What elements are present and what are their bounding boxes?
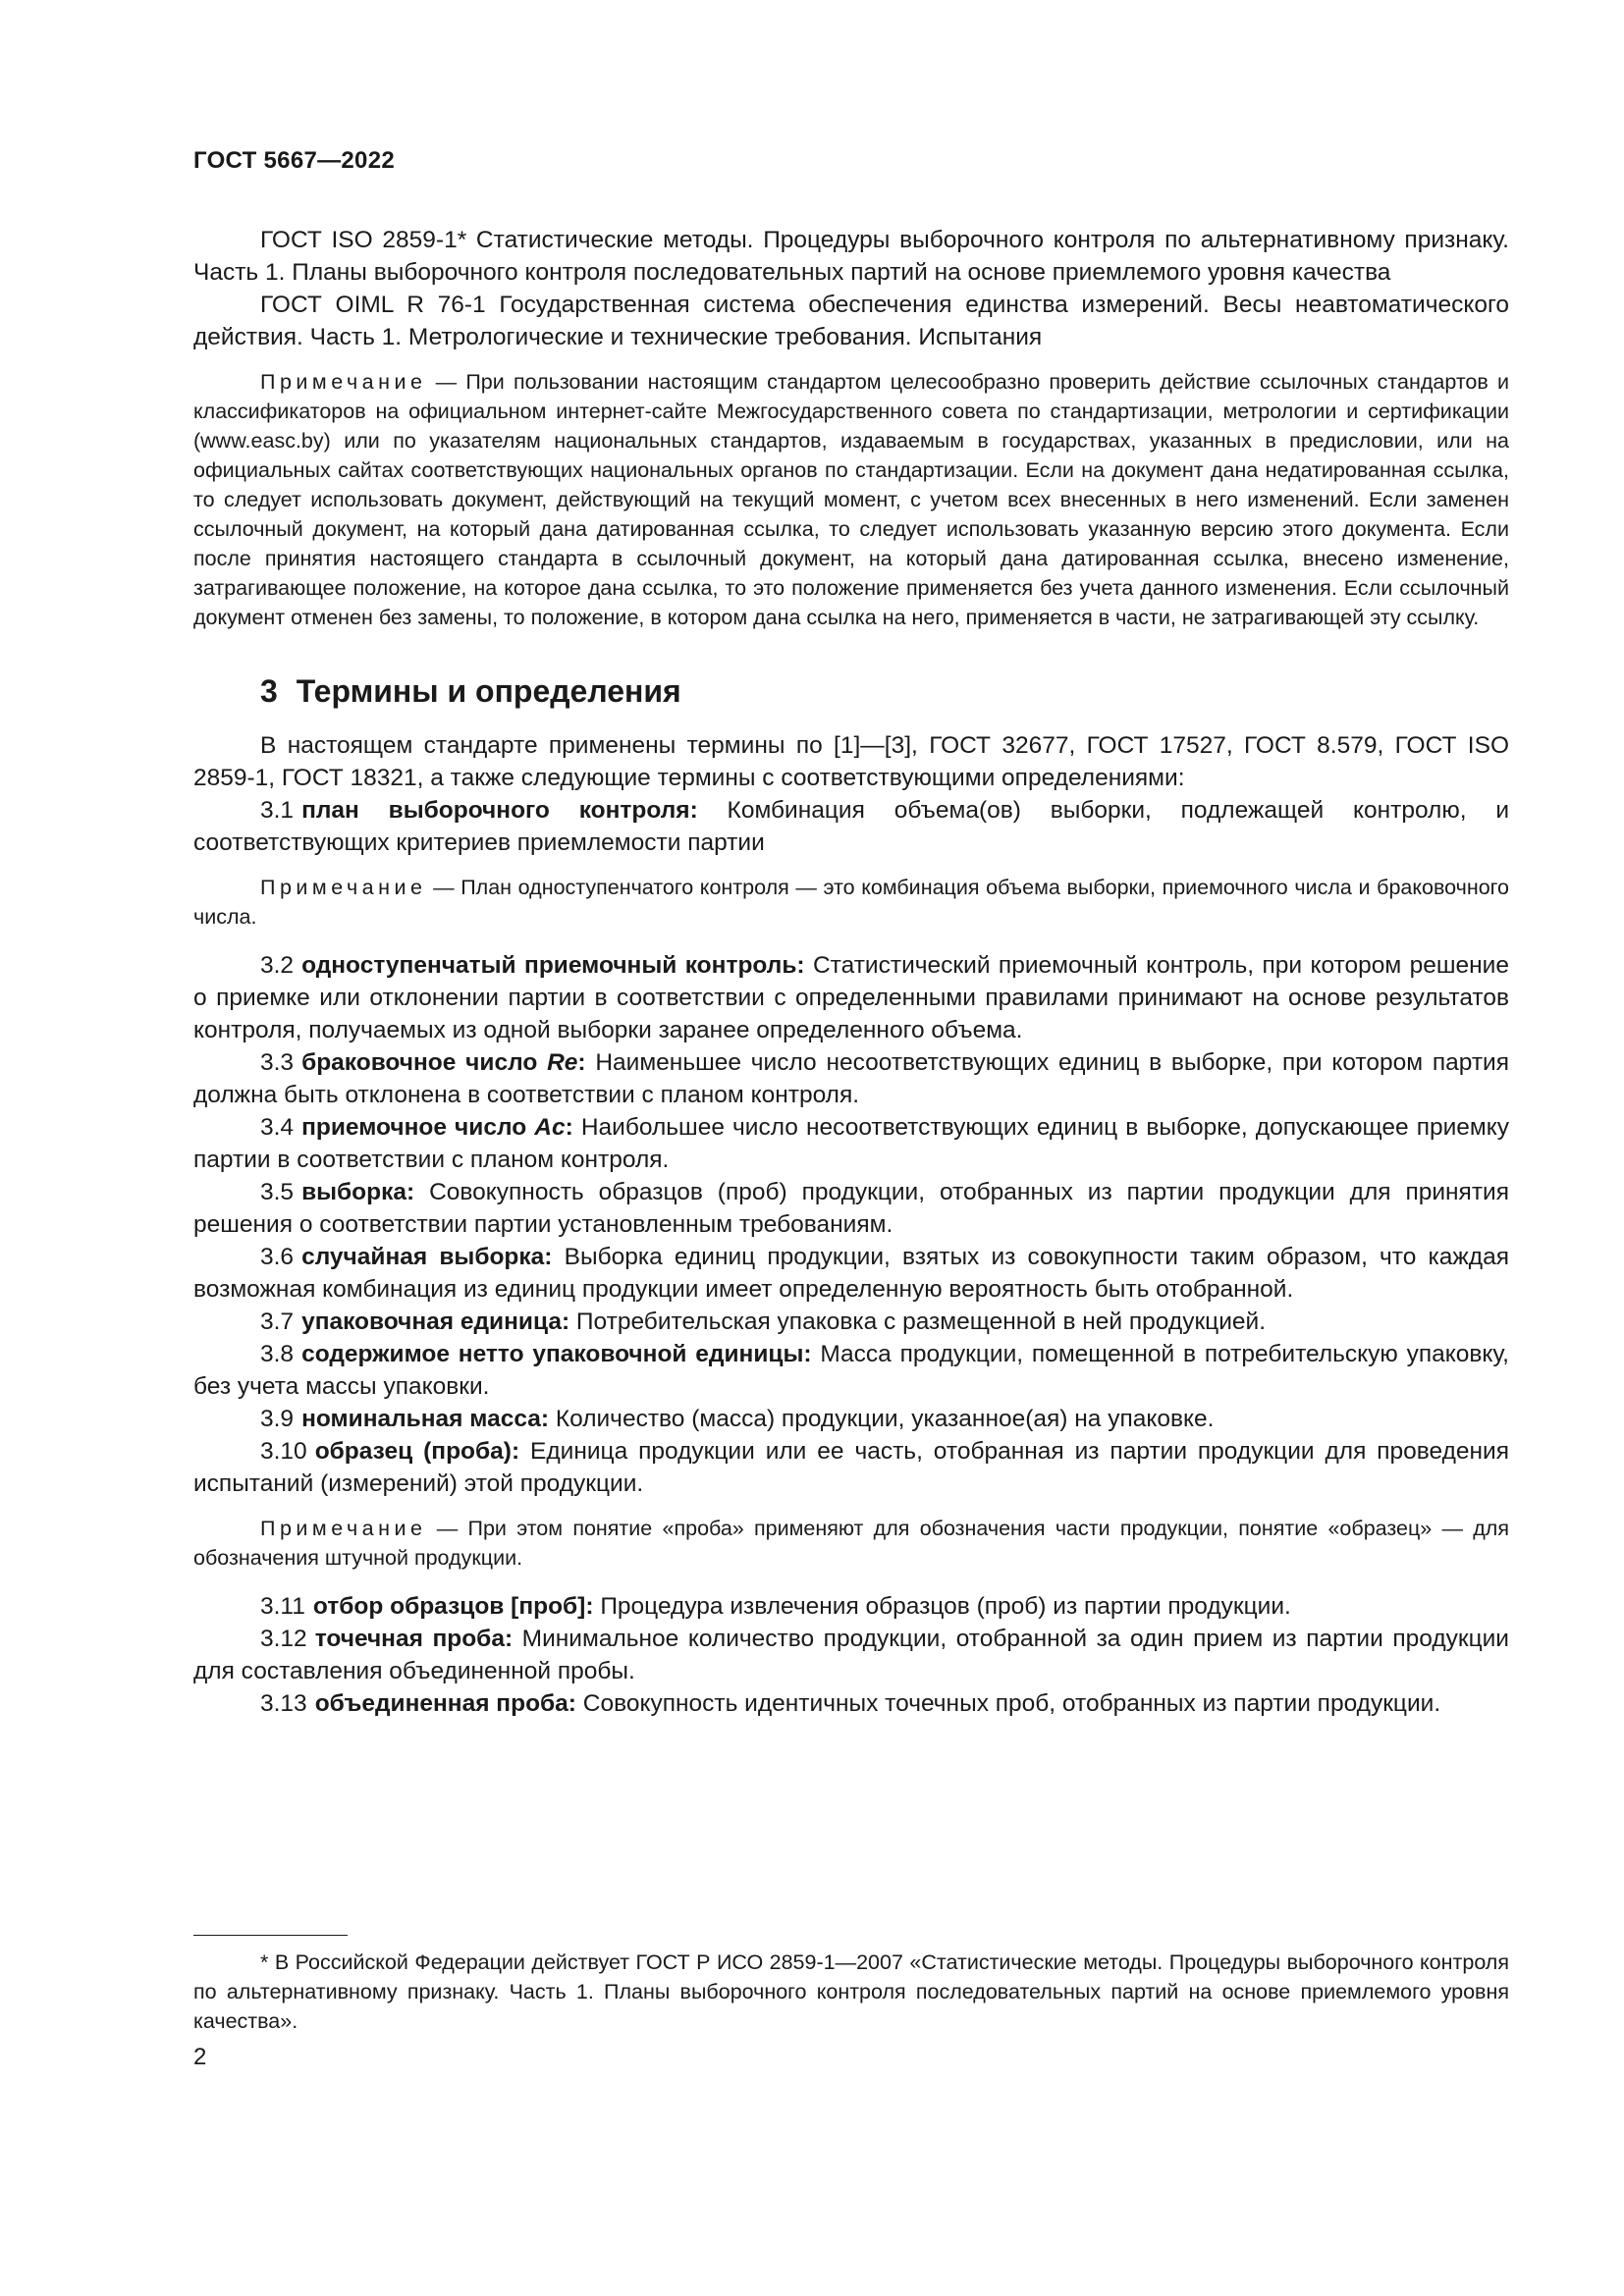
- doc-header: ГОСТ 5667—2022: [193, 147, 396, 174]
- term-symbol: Ac: [534, 1114, 566, 1141]
- term-name: выборка:: [301, 1179, 415, 1205]
- term-entry: [193, 1111, 1509, 1176]
- term-definition: Масса продукции, помещенной в потребительскую упаковку, без учета массы упаковки.: [193, 1341, 1509, 1400]
- term-definition: Потребительская упаковка с размещенной в ней продукцией.: [569, 1308, 1266, 1335]
- reference-item: ГОСТ OIML R 76-1 Государственная система обеспечения единства измерений. Весы неавтоматического действия. Часть 1. Метрологические и технические требования. Испытания: [193, 292, 1509, 350]
- term-entry: [193, 1623, 1509, 1687]
- section-number: 3: [260, 673, 278, 709]
- term-entry: [193, 949, 1509, 1046]
- term-definition: Наименьшее число несоответствующих единиц в выборке, при котором партия должна быть отклонена в соответствии с планом контроля.: [193, 1049, 1509, 1108]
- reference-item: ГОСТ ISO 2859-1* Статистические методы. Процедуры выборочного контроля по альтернативному признаку. Часть 1. Планы выборочного контроля последовательных партий на основе приемлемого уровня качества: [193, 227, 1509, 286]
- term-definition: Выборка единиц продукции, взятых из совокупности таким образом, что каждая возможная комбинация из единиц продукции имеет определенную вероятность быть отобранной.: [193, 1244, 1509, 1303]
- footnote-divider: [193, 1935, 348, 1936]
- section-title: Термины и определения: [296, 673, 681, 709]
- term-entry: [193, 794, 1509, 859]
- term-number: 3.13: [260, 1690, 307, 1717]
- term-number: 3.9: [260, 1406, 295, 1432]
- page-number: 2: [193, 2044, 207, 2070]
- term-entry: [193, 1241, 1509, 1306]
- term-number: 3.11: [260, 1593, 305, 1620]
- term-name: упаковочная единица:: [301, 1308, 570, 1335]
- term-entry: [193, 1176, 1509, 1241]
- term-name: отбор образцов [проб]:: [312, 1593, 594, 1620]
- term-name: [301, 1049, 586, 1076]
- term-colon: :: [565, 1114, 573, 1141]
- section-heading: [260, 673, 1509, 710]
- section-intro: В настоящем стандарте применены термины по [1]—[3], ГОСТ 32677, ГОСТ 17527, ГОСТ 8.579, ГОСТ ISO 2859-1, ГОСТ 18321, а также следующие термины с соответствующими определениями:: [193, 732, 1509, 791]
- term-definition: Наибольшее число несоответствующих единиц в выборке, допускающее приемку партии в соответствии с планом контроля.: [193, 1114, 1509, 1173]
- term-entry: [193, 1590, 1509, 1623]
- term-definition: Единица продукции или ее часть, отобранная из партии продукции для проведения испытаний (измерений) этой продукции.: [193, 1438, 1509, 1497]
- term-number: 3.5: [260, 1179, 295, 1205]
- term-number: 3.4: [260, 1114, 295, 1141]
- term-entry: [193, 1338, 1509, 1403]
- term-definition: Комбинация объема(ов) выборки, подлежащей контролю, и соответствующих критериев приемлемости партии: [193, 797, 1509, 856]
- note-term-10: [193, 1514, 1509, 1573]
- term-definition: Совокупность идентичных точечных проб, отобранных из партии продукции.: [575, 1690, 1441, 1717]
- page-content: [193, 224, 1509, 1720]
- term-number: 3.2: [260, 952, 295, 979]
- term-number: 3.3: [260, 1049, 295, 1076]
- term-definition: Процедура извлечения образцов (проб) из партии продукции.: [593, 1593, 1291, 1620]
- term-name: образец (проба):: [314, 1438, 520, 1465]
- term-entry: [193, 1046, 1509, 1111]
- note-term-1: [193, 873, 1509, 932]
- term-entry: [193, 1306, 1509, 1338]
- note-label: Примечание: [260, 876, 427, 899]
- term-definition: Статистический приемочный контроль, при котором решение о приемке или отклонении партии в соответствии с определенными правилами принимают на основе результатов контроля, получаемых из одной выборки заранее определенного объема.: [193, 952, 1509, 1043]
- term-entry: [193, 1435, 1509, 1500]
- note-references: [193, 367, 1509, 632]
- term-name-text: приемочное число: [301, 1114, 535, 1141]
- footnote-area: [193, 1935, 1509, 2036]
- term-number: 3.1: [260, 797, 295, 824]
- term-name: [301, 1114, 573, 1141]
- term-number: 3.8: [260, 1341, 295, 1367]
- term-name: номинальная масса:: [301, 1406, 550, 1432]
- note-text: — При этом понятие «проба» применяют для обозначения части продукции, понятие «образец» — для обозначения штучной продукции.: [193, 1517, 1509, 1570]
- term-number: 3.10: [260, 1438, 307, 1465]
- term-number: 3.6: [260, 1244, 295, 1270]
- term-definition: Совокупность образцов (проб) продукции, отобранных из партии продукции для принятия решения о соответствии партии установленным требованиям.: [193, 1179, 1509, 1238]
- term-colon: :: [577, 1049, 586, 1076]
- term-number: 3.12: [260, 1626, 307, 1652]
- note-label: Примечание: [260, 1517, 427, 1540]
- term-definition: Количество (масса) продукции, указанное(ая) на упаковке.: [549, 1406, 1215, 1432]
- term-definition: Минимальное количество продукции, отобранной за один прием из партии продукции для составления объединенной пробы.: [193, 1626, 1509, 1684]
- term-name: план выборочного контроля:: [301, 797, 698, 824]
- term-name-text: браковочное число: [301, 1049, 548, 1076]
- term-name: точечная проба:: [314, 1626, 514, 1652]
- note-text: — План одноступенчатого контроля — это комбинация объема выборки, приемочного числа и браковочного числа.: [193, 876, 1509, 929]
- note-text: — При пользовании настоящим стандартом целесообразно проверить действие ссылочных стандартов и классификаторов на официальном интернет-сайте Межгосударственного совета по стандартизации, метрологии и сертификации (www.easc.by) или по указателям национальных стандартов, издаваемым в государствах, указанных в предисловии, или на официальных сайтах соответствующих национальных органов по стандартизации. Если на документ дана недатированная ссылка, то следует использовать документ, действующий на текущий момент, с учетом всех внесенных в него изменений. Если заменен ссылочный документ, на который дана датированная ссылка, то следует использовать указанную версию этого документа. Если после принятия настоящего стандарта в ссылочный документ, на который дана датированная ссылка, внесено изменение, затрагивающее положение, на которое дана ссылка, то это положение применяется без учета данного изменения. Если ссылочный документ отменен без замены, то положение, в котором дана ссылка на него, применяется в части, не затрагивающей эту ссылку.: [193, 370, 1509, 629]
- term-symbol: Re: [547, 1049, 578, 1076]
- term-name: объединенная проба:: [314, 1690, 576, 1717]
- term-entry: [193, 1687, 1509, 1720]
- term-name: содержимое нетто упаковочной единицы:: [301, 1341, 812, 1367]
- footnote: * В Российской Федерации действует ГОСТ Р ИСО 2859-1—2007 «Статистические методы. Процедуры выборочного контроля по альтернативному признаку. Часть 1. Планы выборочного контроля последовательных партий на основе приемлемого уровня качества».: [193, 1950, 1509, 2033]
- term-number: 3.7: [260, 1308, 295, 1335]
- term-name: случайная выборка:: [301, 1244, 553, 1270]
- term-entry: [193, 1403, 1509, 1435]
- term-name: одноступенчатый приемочный контроль:: [301, 952, 805, 979]
- note-label: Примечание: [260, 370, 427, 394]
